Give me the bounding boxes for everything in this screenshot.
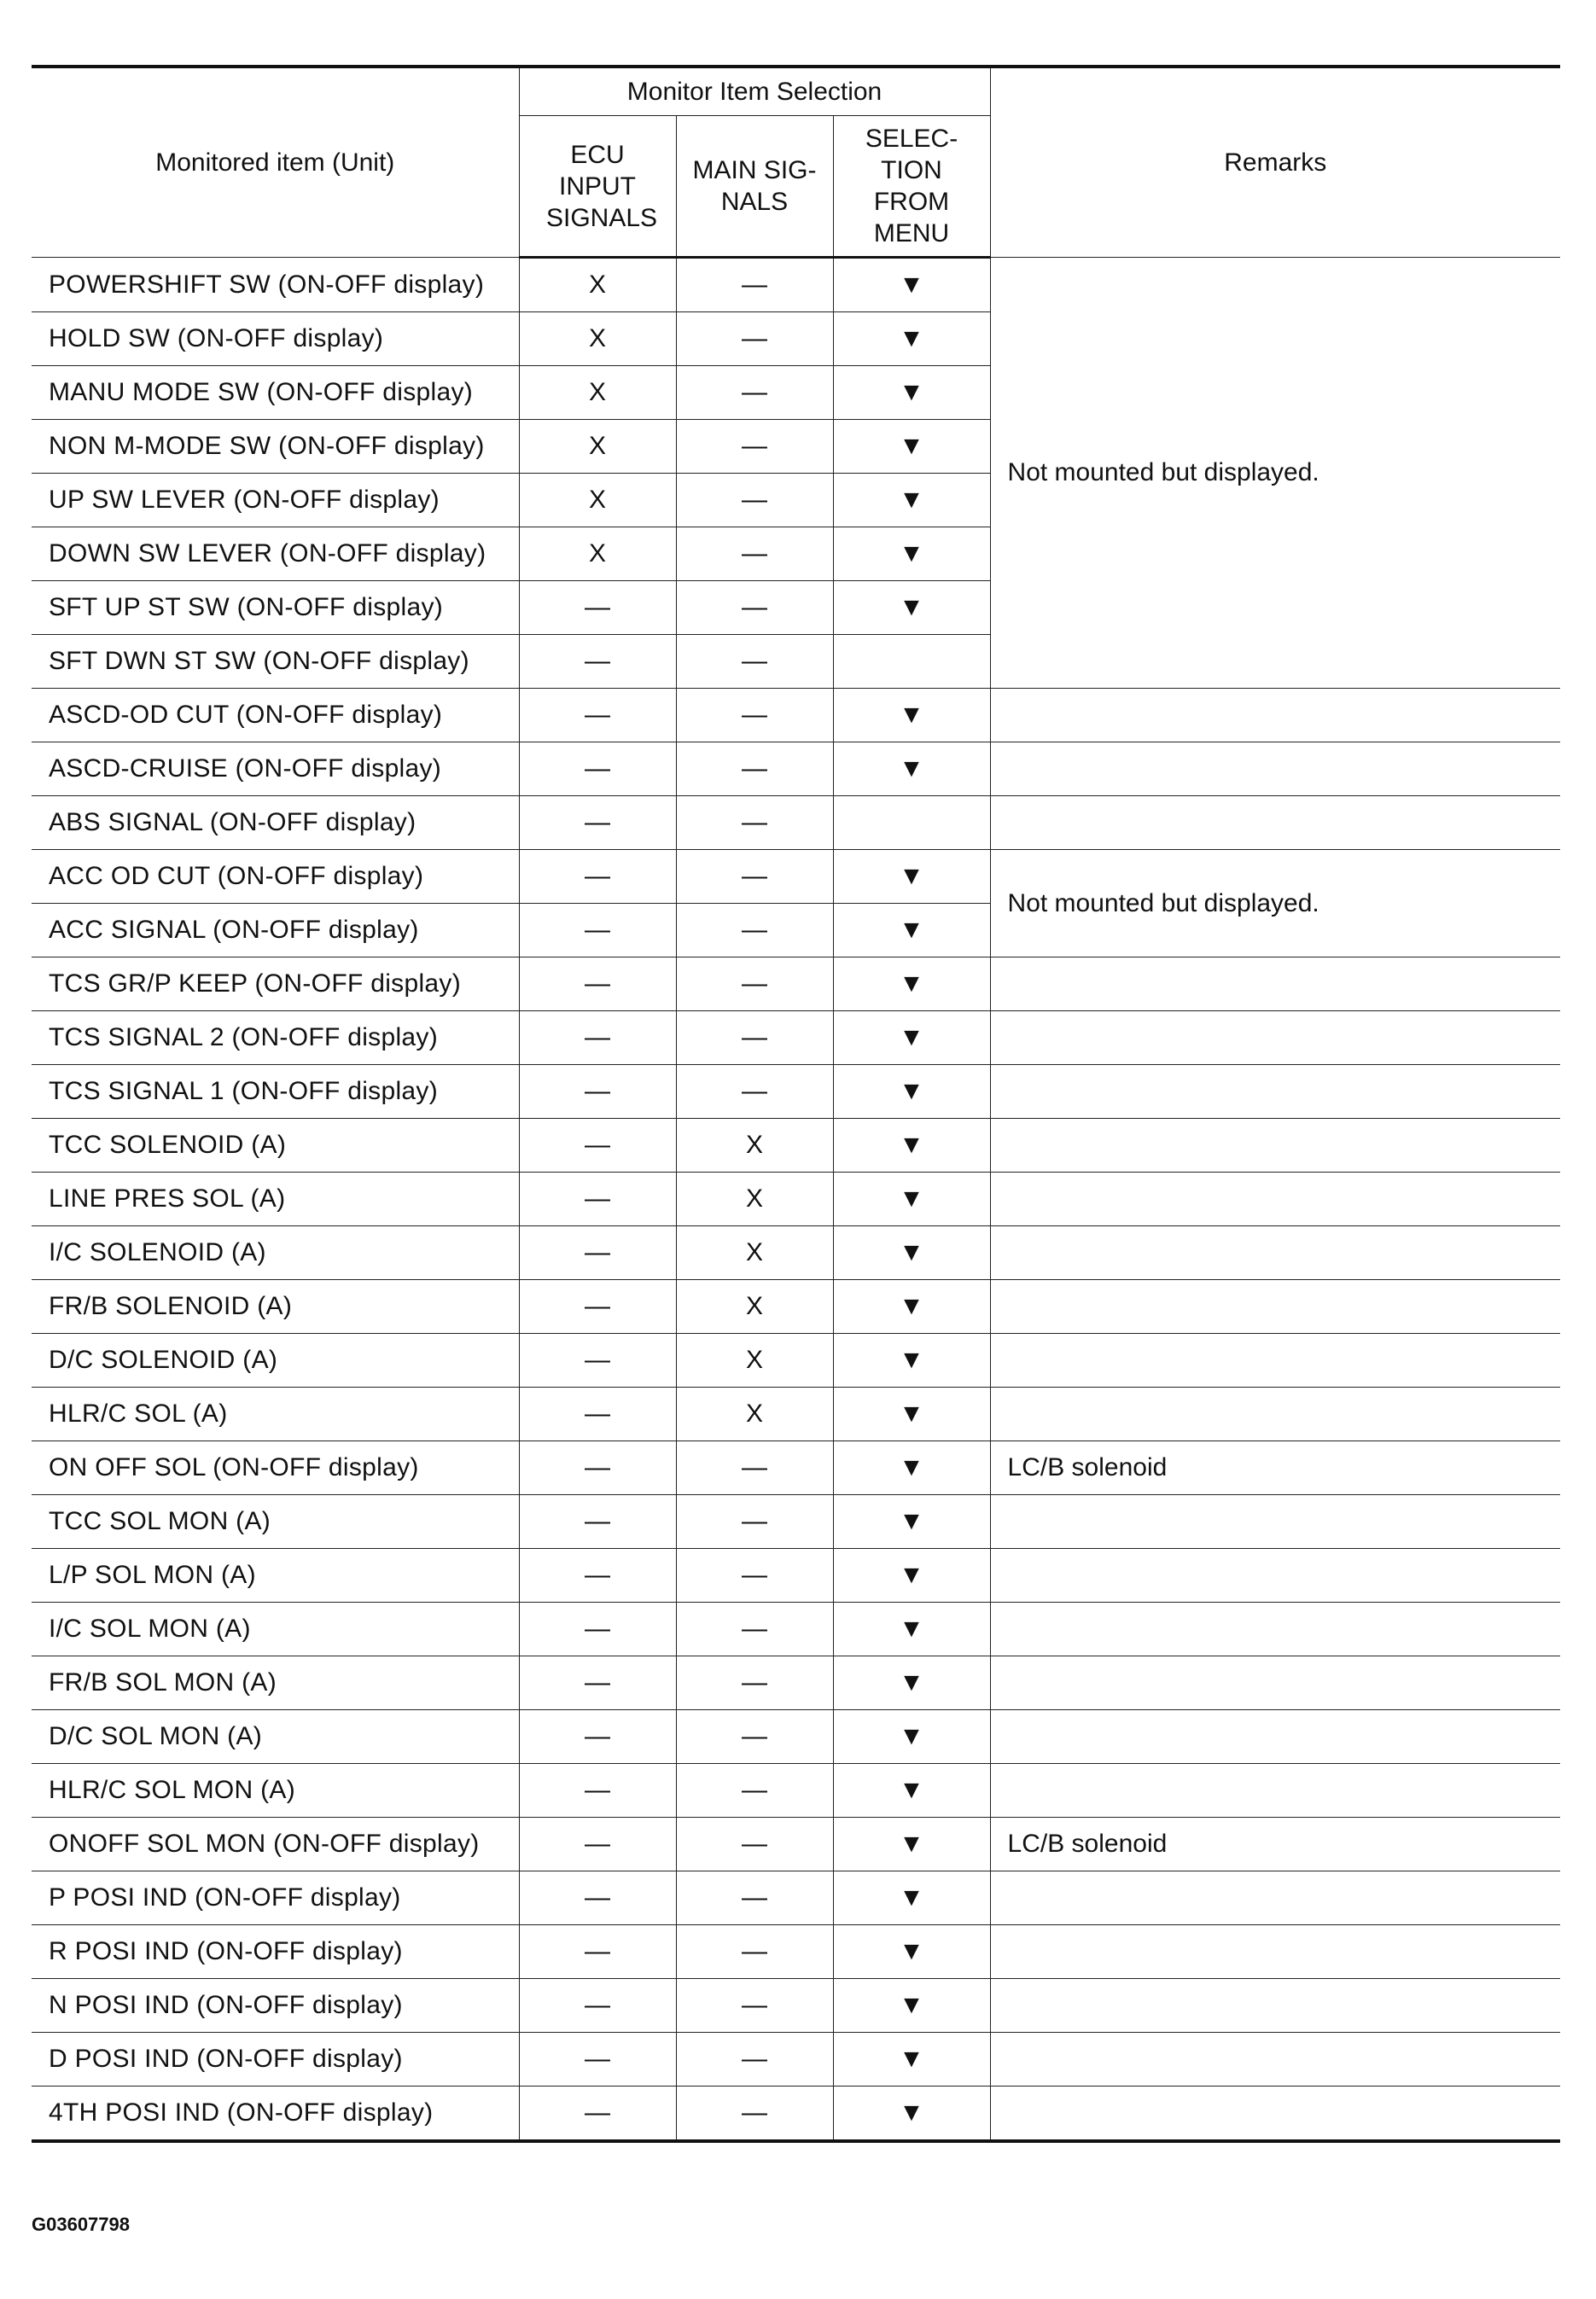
- monitored-item-cell: N POSI IND (ON-OFF display): [32, 1979, 519, 2033]
- selection-menu-cell: ▼: [833, 957, 990, 1011]
- selection-menu-cell: ▼: [833, 1388, 990, 1441]
- ecu-input-cell: —: [519, 1334, 676, 1388]
- ecu-input-cell: —: [519, 1656, 676, 1710]
- ecu-input-cell: —: [519, 1065, 676, 1119]
- remarks-cell: Not mounted but displayed.: [990, 850, 1560, 957]
- header-selection-from-menu: [833, 116, 990, 258]
- monitored-item-cell: FR/B SOLENOID (A): [32, 1280, 519, 1334]
- selection-menu-cell: ▼: [833, 1280, 990, 1334]
- remarks-cell: [990, 1495, 1560, 1549]
- selection-menu-cell: [833, 635, 990, 689]
- monitored-item-cell: LINE PRES SOL (A): [32, 1173, 519, 1226]
- table-row: [32, 1280, 1560, 1334]
- main-signals-cell: X: [676, 1388, 833, 1441]
- remarks-cell: [990, 1173, 1560, 1226]
- ecu-input-cell: —: [519, 742, 676, 796]
- main-signals-cell: —: [676, 258, 833, 312]
- selection-menu-cell: ▼: [833, 366, 990, 420]
- main-signals-cell: —: [676, 689, 833, 742]
- main-signals-cell: —: [676, 635, 833, 689]
- monitored-item-cell: ASCD-OD CUT (ON-OFF display): [32, 689, 519, 742]
- main-signals-cell: —: [676, 581, 833, 635]
- main-signals-cell: —: [676, 1441, 833, 1495]
- monitored-item-cell: ABS SIGNAL (ON-OFF display): [32, 796, 519, 850]
- main-signals-cell: —: [676, 1764, 833, 1818]
- ecu-input-cell: —: [519, 1818, 676, 1871]
- main-signals-cell: —: [676, 1011, 833, 1065]
- table-row: [32, 1603, 1560, 1656]
- ecu-input-cell: X: [519, 366, 676, 420]
- selection-menu-cell: ▼: [833, 1441, 990, 1495]
- main-signals-cell: —: [676, 474, 833, 527]
- ecu-input-cell: X: [519, 420, 676, 474]
- remarks-cell: [990, 742, 1560, 796]
- monitored-item-cell: I/C SOLENOID (A): [32, 1226, 519, 1280]
- ecu-input-cell: —: [519, 1764, 676, 1818]
- main-signals-cell: —: [676, 1979, 833, 2033]
- selection-menu-cell: ▼: [833, 1603, 990, 1656]
- selection-menu-cell: ▼: [833, 689, 990, 742]
- selection-menu-cell: ▼: [833, 2087, 990, 2142]
- remarks-cell: [990, 1549, 1560, 1603]
- monitored-item-cell: TCC SOL MON (A): [32, 1495, 519, 1549]
- ecu-input-cell: —: [519, 1925, 676, 1979]
- remarks-cell: [990, 796, 1560, 850]
- table-row: [32, 1173, 1560, 1226]
- table-row: [32, 1549, 1560, 1603]
- ecu-input-cell: —: [519, 1603, 676, 1656]
- table-row: [32, 1441, 1560, 1495]
- remarks-cell: [990, 1280, 1560, 1334]
- remarks-cell: [990, 957, 1560, 1011]
- ecu-input-cell: —: [519, 1388, 676, 1441]
- header-ecu-input-signals: [519, 116, 676, 258]
- ecu-input-cell: —: [519, 1119, 676, 1173]
- ecu-input-cell: —: [519, 850, 676, 904]
- selection-menu-cell: ▼: [833, 1065, 990, 1119]
- monitored-item-cell: TCC SOLENOID (A): [32, 1119, 519, 1173]
- table-row: [32, 1011, 1560, 1065]
- main-signals-cell: —: [676, 742, 833, 796]
- table-row: [32, 1818, 1560, 1871]
- main-signals-cell: —: [676, 1656, 833, 1710]
- table-row: [32, 1065, 1560, 1119]
- selection-menu-cell: ▼: [833, 1495, 990, 1549]
- main-signals-cell: —: [676, 1603, 833, 1656]
- remarks-cell: [990, 1065, 1560, 1119]
- selection-menu-cell: ▼: [833, 1710, 990, 1764]
- ecu-input-cell: X: [519, 312, 676, 366]
- table-row: [32, 258, 1560, 312]
- main-signals-cell: —: [676, 1925, 833, 1979]
- remarks-cell: [990, 1710, 1560, 1764]
- remarks-cell: [990, 1011, 1560, 1065]
- ecu-input-cell: —: [519, 1441, 676, 1495]
- monitored-item-cell: L/P SOL MON (A): [32, 1549, 519, 1603]
- ecu-input-cell: —: [519, 1226, 676, 1280]
- table-row: [32, 1388, 1560, 1441]
- remarks-cell: LC/B solenoid: [990, 1818, 1560, 1871]
- table-row: [32, 1925, 1560, 1979]
- main-signals-cell: —: [676, 1818, 833, 1871]
- ecu-input-cell: —: [519, 1280, 676, 1334]
- table-row: [32, 1226, 1560, 1280]
- ecu-input-cell: —: [519, 2087, 676, 2142]
- monitor-item-table: [32, 65, 1560, 2143]
- remarks-cell: [990, 1656, 1560, 1710]
- ecu-input-cell: X: [519, 474, 676, 527]
- selection-menu-cell: ▼: [833, 312, 990, 366]
- main-signals-cell: —: [676, 1710, 833, 1764]
- selection-menu-cell: ▼: [833, 904, 990, 957]
- monitored-item-cell: ASCD-CRUISE (ON-OFF display): [32, 742, 519, 796]
- monitored-item-cell: D POSI IND (ON-OFF display): [32, 2033, 519, 2087]
- ecu-input-cell: —: [519, 1871, 676, 1925]
- header-monitor-item-selection: Monitor Item Selection: [519, 67, 990, 116]
- ecu-input-cell: —: [519, 581, 676, 635]
- main-signals-cell: —: [676, 1495, 833, 1549]
- ecu-input-cell: —: [519, 1495, 676, 1549]
- ecu-input-cell: —: [519, 689, 676, 742]
- monitored-item-cell: NON M-MODE SW (ON-OFF display): [32, 420, 519, 474]
- monitored-item-cell: TCS SIGNAL 1 (ON-OFF display): [32, 1065, 519, 1119]
- table-row: [32, 1334, 1560, 1388]
- selection-menu-cell: ▼: [833, 1979, 990, 2033]
- main-signals-cell: X: [676, 1334, 833, 1388]
- monitored-item-cell: 4TH POSI IND (ON-OFF display): [32, 2087, 519, 2142]
- selection-menu-cell: ▼: [833, 1818, 990, 1871]
- monitored-item-cell: ACC OD CUT (ON-OFF display): [32, 850, 519, 904]
- monitored-item-cell: ONOFF SOL MON (ON-OFF display): [32, 1818, 519, 1871]
- table-row: [32, 1495, 1560, 1549]
- header-main-signals-label: MAIN SIG-NALS: [692, 156, 817, 216]
- monitored-item-cell: ACC SIGNAL (ON-OFF display): [32, 904, 519, 957]
- table-body: [32, 258, 1560, 2142]
- selection-menu-cell: ▼: [833, 1011, 990, 1065]
- table-row: [32, 957, 1560, 1011]
- selection-menu-cell: ▼: [833, 1764, 990, 1818]
- ecu-input-cell: —: [519, 1710, 676, 1764]
- selection-menu-cell: ▼: [833, 1119, 990, 1173]
- main-signals-cell: —: [676, 1549, 833, 1603]
- monitored-item-cell: ON OFF SOL (ON-OFF display): [32, 1441, 519, 1495]
- monitored-item-cell: D/C SOL MON (A): [32, 1710, 519, 1764]
- ecu-input-cell: —: [519, 1011, 676, 1065]
- monitored-item-cell: UP SW LEVER (ON-OFF display): [32, 474, 519, 527]
- header-selection-menu-label: SELEC-TION FROM MENU: [865, 125, 958, 247]
- ecu-input-cell: —: [519, 796, 676, 850]
- main-signals-cell: —: [676, 366, 833, 420]
- selection-menu-cell: ▼: [833, 1334, 990, 1388]
- table-row: [32, 1119, 1560, 1173]
- selection-menu-cell: ▼: [833, 850, 990, 904]
- remarks-cell: [990, 1334, 1560, 1388]
- ecu-input-cell: —: [519, 957, 676, 1011]
- table-row: [32, 1979, 1560, 2033]
- table-row: [32, 1764, 1560, 1818]
- selection-menu-cell: ▼: [833, 474, 990, 527]
- ecu-input-cell: —: [519, 1979, 676, 2033]
- selection-menu-cell: ▼: [833, 1173, 990, 1226]
- main-signals-cell: —: [676, 957, 833, 1011]
- table-row: [32, 1710, 1560, 1764]
- remarks-cell: [990, 1119, 1560, 1173]
- ecu-input-cell: —: [519, 904, 676, 957]
- table-row: [32, 2033, 1560, 2087]
- table-row: [32, 689, 1560, 742]
- monitored-item-cell: TCS SIGNAL 2 (ON-OFF display): [32, 1011, 519, 1065]
- remarks-cell: [990, 2087, 1560, 2142]
- monitored-item-cell: R POSI IND (ON-OFF display): [32, 1925, 519, 1979]
- remarks-cell: [990, 1979, 1560, 2033]
- selection-menu-cell: ▼: [833, 1925, 990, 1979]
- remarks-cell: [990, 1603, 1560, 1656]
- table-row: [32, 2087, 1560, 2142]
- table-row: [32, 796, 1560, 850]
- remarks-cell: [990, 1871, 1560, 1925]
- table-row: [32, 1656, 1560, 1710]
- main-signals-cell: —: [676, 904, 833, 957]
- monitored-item-cell: D/C SOLENOID (A): [32, 1334, 519, 1388]
- selection-menu-cell: ▼: [833, 1226, 990, 1280]
- selection-menu-cell: ▼: [833, 527, 990, 581]
- monitored-item-cell: HOLD SW (ON-OFF display): [32, 312, 519, 366]
- ecu-input-cell: X: [519, 527, 676, 581]
- selection-menu-cell: ▼: [833, 1656, 990, 1710]
- selection-menu-cell: [833, 796, 990, 850]
- main-signals-cell: —: [676, 1065, 833, 1119]
- remarks-cell: Not mounted but displayed.: [990, 258, 1560, 689]
- monitored-item-cell: HLR/C SOL MON (A): [32, 1764, 519, 1818]
- selection-menu-cell: ▼: [833, 581, 990, 635]
- main-signals-cell: —: [676, 2087, 833, 2142]
- monitored-item-cell: HLR/C SOL (A): [32, 1388, 519, 1441]
- selection-menu-cell: ▼: [833, 742, 990, 796]
- monitored-item-cell: FR/B SOL MON (A): [32, 1656, 519, 1710]
- remarks-cell: [990, 1925, 1560, 1979]
- monitored-item-cell: P POSI IND (ON-OFF display): [32, 1871, 519, 1925]
- main-signals-cell: —: [676, 527, 833, 581]
- monitored-item-cell: SFT UP ST SW (ON-OFF display): [32, 581, 519, 635]
- remarks-cell: [990, 1388, 1560, 1441]
- ecu-input-cell: —: [519, 2033, 676, 2087]
- monitored-item-cell: SFT DWN ST SW (ON-OFF display): [32, 635, 519, 689]
- monitored-item-cell: I/C SOL MON (A): [32, 1603, 519, 1656]
- selection-menu-cell: ▼: [833, 420, 990, 474]
- main-signals-cell: —: [676, 420, 833, 474]
- monitored-item-cell: POWERSHIFT SW (ON-OFF display): [32, 258, 519, 312]
- remarks-cell: LC/B solenoid: [990, 1441, 1560, 1495]
- remarks-cell: [990, 1226, 1560, 1280]
- header-monitored-item: Monitored item (Unit): [32, 67, 519, 258]
- remarks-cell: [990, 1764, 1560, 1818]
- main-signals-cell: X: [676, 1173, 833, 1226]
- main-signals-cell: X: [676, 1226, 833, 1280]
- main-signals-cell: —: [676, 1871, 833, 1925]
- ecu-input-cell: —: [519, 635, 676, 689]
- monitored-item-cell: DOWN SW LEVER (ON-OFF display): [32, 527, 519, 581]
- remarks-cell: [990, 2033, 1560, 2087]
- selection-menu-cell: ▼: [833, 258, 990, 312]
- table-row: [32, 742, 1560, 796]
- monitored-item-cell: MANU MODE SW (ON-OFF display): [32, 366, 519, 420]
- table-row: [32, 1871, 1560, 1925]
- main-signals-cell: X: [676, 1119, 833, 1173]
- selection-menu-cell: ▼: [833, 1871, 990, 1925]
- ecu-input-cell: —: [519, 1173, 676, 1226]
- ecu-input-cell: —: [519, 1549, 676, 1603]
- ecu-input-cell: X: [519, 258, 676, 312]
- figure-code: G03607798: [32, 2214, 130, 2235]
- header-remarks: Remarks: [990, 67, 1560, 258]
- header-main-signals: [676, 116, 833, 258]
- main-signals-cell: —: [676, 312, 833, 366]
- selection-menu-cell: ▼: [833, 2033, 990, 2087]
- main-signals-cell: —: [676, 850, 833, 904]
- monitored-item-cell: TCS GR/P KEEP (ON-OFF display): [32, 957, 519, 1011]
- main-signals-cell: X: [676, 1280, 833, 1334]
- table-row: [32, 850, 1560, 904]
- selection-menu-cell: ▼: [833, 1549, 990, 1603]
- main-signals-cell: —: [676, 796, 833, 850]
- main-signals-cell: —: [676, 2033, 833, 2087]
- header-ecu-input-label: ECU INPUT SIGNALS: [546, 140, 658, 232]
- remarks-cell: [990, 689, 1560, 742]
